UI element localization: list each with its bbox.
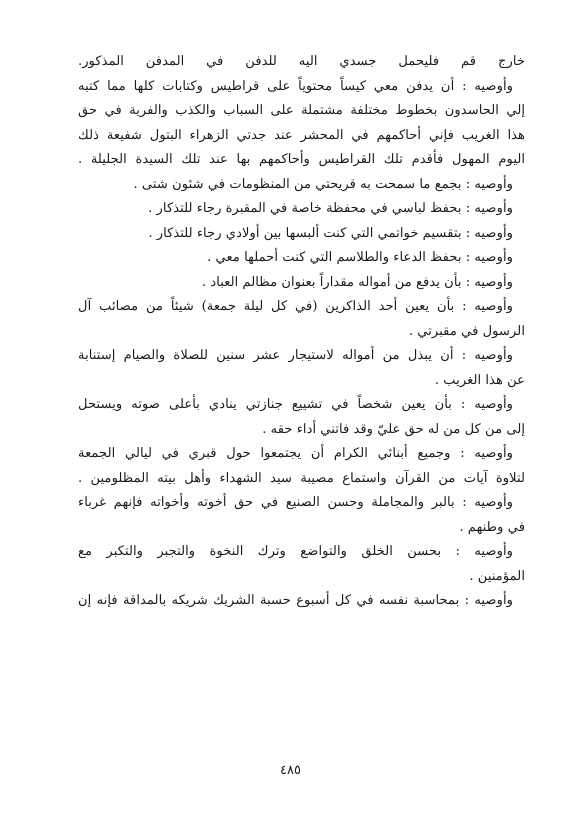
text-line: وأوصيه : بأن يعين أحد الذاكرين (في كل ليلة جمعة) شيئاً من مصائب آل: [78, 299, 513, 314]
text-line: لتلاوة آيات من القرآن واستماع مصيبة سيد الشهداء وأهل بيته المظلومين .: [78, 470, 525, 486]
text-line: خارج قم فليحمل جسدي اليه للدفن في المدفن المذكور.: [78, 54, 525, 69]
text-line: هذا الغريب فإني أحاكمهم في المحشر عند جدتي الزهراء البتول شفيعة ذلك: [78, 127, 525, 143]
text-line: وأوصيه : بأن يدفع من أمواله مقداراً بعنوان مظالم العباد .: [201, 274, 513, 290]
text-line: اليوم المهول فأقدم تلك القراطيس وأحاكمهم بها عند تلك السيدة الجليلة .: [78, 152, 525, 167]
text-line: وأوصيه : بأن يعين شخصاً في تشييع جنازتي ينادي بأعلى صوته ويستحل: [78, 397, 513, 412]
text-line: عن هذا الغريب .: [434, 372, 525, 388]
page-number: ٤٨٥: [280, 763, 301, 778]
text-line: إلى من كل من له حق عليّ وقد فاتني أداء حقه .: [262, 421, 525, 437]
text-line: وأوصيه : بتقسيم خواتمي التي كنت ألبسها بين أولادي رجاء للتذكار .: [148, 225, 513, 241]
text-line: وأوصيه : وجميع أبنائي الكرام أن يجتمعوا حول قبري في ليالي الجمعة: [78, 446, 513, 461]
text-line: إلي الحاسدون بخطوط مختلفة مشتملة على السباب والكذب والفرية في حق: [78, 103, 525, 118]
text-line: وأوصيه : أن يبذل من أمواله لاستيجار عشر سنين للصلاة والصيام إستنابة: [78, 348, 513, 363]
text-line: المؤمنين .: [469, 568, 525, 584]
text-line: وأوصيه : بحفظ الدعاء والطلاسم التي كنت أحملها معي .: [207, 250, 513, 265]
text-line: في وطنهم .: [459, 519, 525, 535]
text-line: وأوصيه : بجمع ما سمحت به قريحتي من المنظومات في شئون شتى .: [133, 176, 513, 192]
body-text: [78, 50, 525, 614]
text-line: وأوصيه : بالبر والمجاملة وحسن الصنيع في حق أخوته وأخواته فإنهم غرباء: [78, 495, 513, 510]
text-line: وأوصيه : بحفظ لباسي في محفظة خاصة في المقبرة رجاء للتذكار .: [148, 201, 513, 216]
text-line: وأوصيه : بمحاسبة نفسه في كل أسبوع حسبة الشريك شريكه بالمداقة فإنه إن: [78, 593, 513, 608]
text-line: وأوصيه : بحسن الخلق والتواضع وترك النخوة والتجبر والتكبر مع: [78, 544, 513, 559]
text-line: وأوصيه : أن يدفن معي كيساً محتوياً على قراطيس وكتابات كلها مما كتبه: [78, 78, 513, 94]
text-line: الرسول في مقبرتي .: [408, 323, 525, 339]
